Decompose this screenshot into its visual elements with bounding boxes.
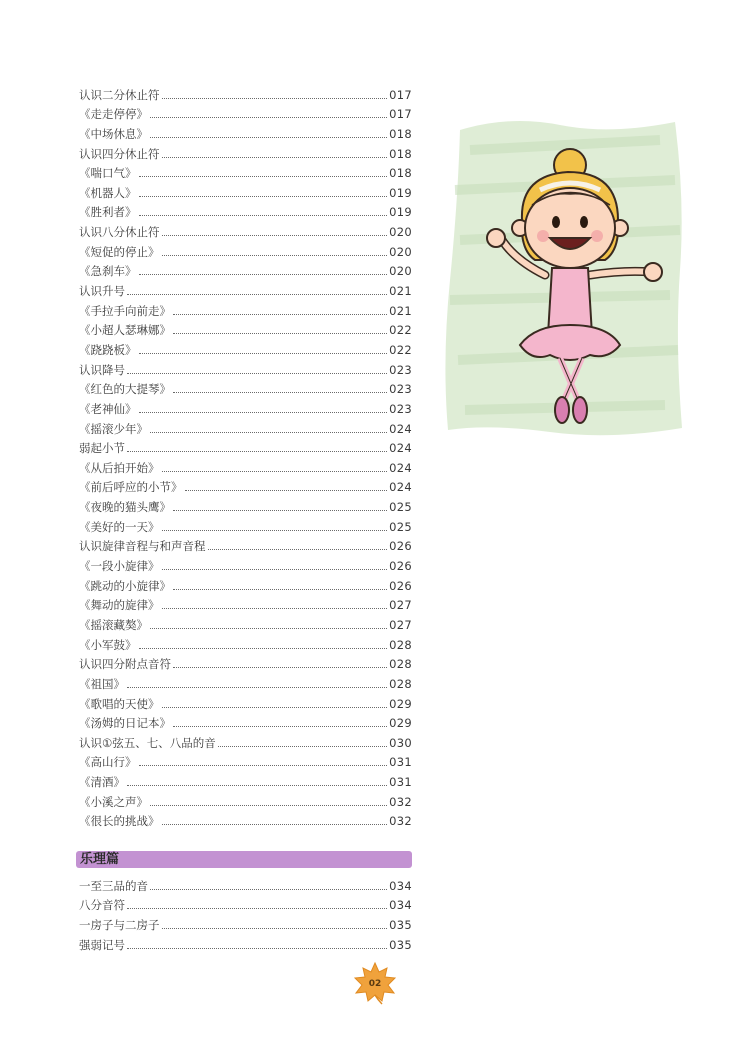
toc-entry-page: 024 bbox=[389, 421, 412, 436]
toc-entry bbox=[79, 769, 412, 789]
toc-entry bbox=[79, 259, 412, 279]
toc-entry-page: 027 bbox=[389, 617, 412, 632]
toc-entry-title: 《歌唱的天使》 bbox=[79, 696, 160, 711]
toc-entry-title: 《美好的一天》 bbox=[79, 519, 160, 534]
toc-entry-page: 021 bbox=[389, 303, 412, 318]
toc-dot-leader bbox=[162, 569, 388, 570]
toc-entry-page: 018 bbox=[389, 146, 412, 161]
toc-entry-title: 认识四分附点音符 bbox=[79, 657, 171, 672]
toc-dot-leader bbox=[150, 628, 387, 629]
toc-entry-page: 027 bbox=[389, 598, 412, 613]
toc-dot-leader bbox=[127, 373, 387, 374]
toc-entry-page: 029 bbox=[389, 716, 412, 731]
section-header bbox=[76, 851, 412, 868]
toc-entry bbox=[79, 180, 412, 200]
toc-entry bbox=[79, 121, 412, 141]
toc-entry bbox=[79, 436, 412, 456]
toc-entry bbox=[79, 416, 412, 436]
toc-dot-leader bbox=[162, 255, 388, 256]
toc-entry-page: 034 bbox=[389, 898, 412, 913]
toc-entry-page: 020 bbox=[389, 244, 412, 259]
toc-entry-page: 032 bbox=[389, 814, 412, 829]
toc-entry bbox=[79, 632, 412, 652]
toc-entry bbox=[79, 652, 412, 672]
toc-entry-page: 022 bbox=[389, 342, 412, 357]
toc-entry bbox=[79, 612, 412, 632]
toc-entry-page: 023 bbox=[389, 382, 412, 397]
toc-entry-title: 《手拉手向前走》 bbox=[79, 303, 171, 318]
toc-dot-leader bbox=[173, 392, 387, 393]
toc-entry-title: 《小军鼓》 bbox=[79, 637, 137, 652]
toc-entry-page: 022 bbox=[389, 323, 412, 338]
toc-dot-leader bbox=[127, 785, 387, 786]
toc-entry-page: 019 bbox=[389, 185, 412, 200]
toc-entry bbox=[79, 161, 412, 181]
toc-entry bbox=[79, 219, 412, 239]
toc-entry-title: 《跷跷板》 bbox=[79, 342, 137, 357]
toc-entry bbox=[79, 750, 412, 770]
toc-entry-page: 021 bbox=[389, 284, 412, 299]
toc-dot-leader bbox=[173, 589, 387, 590]
toc-dot-leader bbox=[139, 215, 388, 216]
toc-entry-title: 《跳动的小旋律》 bbox=[79, 578, 171, 593]
toc-entry-title: 《摇滚藏獒》 bbox=[79, 617, 148, 632]
toc-entry bbox=[79, 873, 412, 893]
toc-entry-title: 强弱记号 bbox=[79, 937, 125, 952]
toc-dot-leader bbox=[173, 333, 387, 334]
toc-dot-leader bbox=[127, 948, 387, 949]
toc-entry-title: 《汤姆的日记本》 bbox=[79, 716, 171, 731]
toc-dot-leader bbox=[150, 805, 387, 806]
toc-entry bbox=[79, 514, 412, 534]
toc-entry bbox=[79, 671, 412, 691]
toc-entry-page: 024 bbox=[389, 441, 412, 456]
toc-entry-title: 《清酒》 bbox=[79, 775, 125, 790]
toc-dot-leader bbox=[139, 412, 388, 413]
toc-entry-title: 弱起小节 bbox=[79, 441, 125, 456]
toc-entry-title: 《舞动的旋律》 bbox=[79, 598, 160, 613]
toc-entry-page: 017 bbox=[389, 87, 412, 102]
toc-dot-leader bbox=[139, 353, 388, 354]
toc-entry-page: 025 bbox=[389, 519, 412, 534]
toc-entry-title: 《摇滚少年》 bbox=[79, 421, 148, 436]
toc-entry bbox=[79, 553, 412, 573]
toc-entry bbox=[79, 730, 412, 750]
toc-entry-page: 029 bbox=[389, 696, 412, 711]
toc-entry-title: 《老神仙》 bbox=[79, 401, 137, 416]
toc-entry-page: 034 bbox=[389, 878, 412, 893]
toc-dot-leader bbox=[139, 196, 388, 197]
section-table-of-contents bbox=[79, 873, 412, 952]
toc-dot-leader bbox=[150, 117, 387, 118]
toc-entry-page: 035 bbox=[389, 937, 412, 952]
toc-entry-title: 《走走停停》 bbox=[79, 107, 148, 122]
toc-entry bbox=[79, 102, 412, 122]
toc-entry-page: 024 bbox=[389, 460, 412, 475]
toc-entry-page: 035 bbox=[389, 917, 412, 932]
toc-entry-page: 030 bbox=[389, 735, 412, 750]
toc-entry-title: 《小超人瑟琳娜》 bbox=[79, 323, 171, 338]
toc-entry-page: 028 bbox=[389, 676, 412, 691]
toc-dot-leader bbox=[173, 314, 387, 315]
toc-entry-page: 025 bbox=[389, 500, 412, 515]
toc-entry bbox=[79, 912, 412, 932]
toc-entry-page: 032 bbox=[389, 794, 412, 809]
toc-entry-title: 《小溪之声》 bbox=[79, 794, 148, 809]
toc-entry-page: 026 bbox=[389, 559, 412, 574]
toc-entry-title: 认识八分休止符 bbox=[79, 225, 160, 240]
toc-dot-leader bbox=[139, 765, 388, 766]
toc-entry-page: 017 bbox=[389, 107, 412, 122]
toc-dot-leader bbox=[162, 98, 388, 99]
toc-entry-title: 认识二分休止符 bbox=[79, 87, 160, 102]
toc-entry-title: 《胜利者》 bbox=[79, 205, 137, 220]
toc-dot-leader bbox=[162, 530, 388, 531]
toc-entry-title: 《很长的挑战》 bbox=[79, 814, 160, 829]
toc-entry-title: 认识升号 bbox=[79, 284, 125, 299]
section-title: 乐理篇 bbox=[80, 852, 120, 867]
toc-dot-leader bbox=[162, 707, 388, 708]
toc-entry bbox=[79, 357, 412, 377]
toc-entry bbox=[79, 475, 412, 495]
toc-dot-leader bbox=[139, 648, 388, 649]
toc-entry-title: 《急刹车》 bbox=[79, 264, 137, 279]
toc-entry bbox=[79, 455, 412, 475]
toc-entry bbox=[79, 932, 412, 952]
toc-entry-title: 《夜晚的猫头鹰》 bbox=[79, 500, 171, 515]
toc-entry-title: 《机器人》 bbox=[79, 185, 137, 200]
toc-dot-leader bbox=[218, 746, 387, 747]
toc-entry-page: 023 bbox=[389, 401, 412, 416]
toc-dot-leader bbox=[139, 176, 388, 177]
toc-entry bbox=[79, 494, 412, 514]
toc-dot-leader bbox=[208, 549, 388, 550]
toc-entry-title: 认识①弦五、七、八品的音 bbox=[79, 735, 216, 750]
ballerina-illustration bbox=[440, 110, 690, 440]
toc-entry bbox=[79, 200, 412, 220]
toc-entry-title: 《祖国》 bbox=[79, 676, 125, 691]
toc-entry bbox=[79, 298, 412, 318]
toc-entry-title: 《从后拍开始》 bbox=[79, 460, 160, 475]
toc-entry-title: 《短促的停止》 bbox=[79, 244, 160, 259]
toc-entry-page: 028 bbox=[389, 657, 412, 672]
toc-entry bbox=[79, 573, 412, 593]
toc-entry bbox=[79, 377, 412, 397]
toc-entry bbox=[79, 711, 412, 731]
toc-entry-page: 026 bbox=[389, 539, 412, 554]
toc-entry-title: 一房子与二房子 bbox=[79, 917, 160, 932]
toc-entry-page: 018 bbox=[389, 126, 412, 141]
toc-dot-leader bbox=[127, 451, 387, 452]
toc-entry bbox=[79, 789, 412, 809]
toc-entry-page: 020 bbox=[389, 264, 412, 279]
toc-dot-leader bbox=[150, 889, 387, 890]
toc-dot-leader bbox=[127, 687, 387, 688]
toc-entry-title: 《前后呼应的小节》 bbox=[79, 480, 183, 495]
toc-entry-title: 《红色的大提琴》 bbox=[79, 382, 171, 397]
toc-dot-leader bbox=[127, 294, 387, 295]
toc-entry bbox=[79, 396, 412, 416]
toc-dot-leader bbox=[173, 510, 387, 511]
toc-dot-leader bbox=[162, 824, 388, 825]
toc-entry-title: 八分音符 bbox=[79, 898, 125, 913]
toc-dot-leader bbox=[173, 726, 387, 727]
toc-entry bbox=[79, 893, 412, 913]
toc-entry-title: 《喘口气》 bbox=[79, 166, 137, 181]
toc-entry-page: 031 bbox=[389, 755, 412, 770]
toc-dot-leader bbox=[162, 157, 388, 158]
toc-entry-page: 023 bbox=[389, 362, 412, 377]
toc-entry-title: 认识旋律音程与和声音程 bbox=[79, 539, 206, 554]
toc-entry-title: 认识四分休止符 bbox=[79, 146, 160, 161]
toc-entry bbox=[79, 534, 412, 554]
page-number-leaf bbox=[352, 960, 398, 1006]
toc-entry-page: 028 bbox=[389, 637, 412, 652]
page-number: 02 bbox=[368, 979, 382, 989]
toc-entry-page: 018 bbox=[389, 166, 412, 181]
toc-dot-leader bbox=[185, 490, 388, 491]
toc-dot-leader bbox=[173, 667, 387, 668]
table-of-contents bbox=[79, 82, 412, 828]
toc-dot-leader bbox=[162, 235, 388, 236]
toc-entry-title: 一至三品的音 bbox=[79, 878, 148, 893]
toc-entry bbox=[79, 318, 412, 338]
toc-entry-page: 026 bbox=[389, 578, 412, 593]
toc-dot-leader bbox=[162, 608, 388, 609]
toc-dot-leader bbox=[162, 471, 388, 472]
toc-entry-title: 认识降号 bbox=[79, 362, 125, 377]
toc-entry bbox=[79, 278, 412, 298]
toc-entry bbox=[79, 337, 412, 357]
toc-entry bbox=[79, 809, 412, 829]
toc-entry bbox=[79, 141, 412, 161]
toc-entry bbox=[79, 691, 412, 711]
toc-dot-leader bbox=[127, 908, 387, 909]
toc-entry bbox=[79, 593, 412, 613]
toc-dot-leader bbox=[150, 137, 387, 138]
toc-entry-title: 《中场休息》 bbox=[79, 126, 148, 141]
toc-entry bbox=[79, 239, 412, 259]
toc-entry-title: 《高山行》 bbox=[79, 755, 137, 770]
toc-dot-leader bbox=[150, 432, 387, 433]
toc-entry-page: 020 bbox=[389, 225, 412, 240]
toc-entry-title: 《一段小旋律》 bbox=[79, 559, 160, 574]
toc-entry-page: 024 bbox=[389, 480, 412, 495]
toc-entry-page: 031 bbox=[389, 775, 412, 790]
toc-entry-page: 019 bbox=[389, 205, 412, 220]
toc-entry bbox=[79, 82, 412, 102]
toc-dot-leader bbox=[139, 274, 388, 275]
toc-dot-leader bbox=[162, 928, 388, 929]
